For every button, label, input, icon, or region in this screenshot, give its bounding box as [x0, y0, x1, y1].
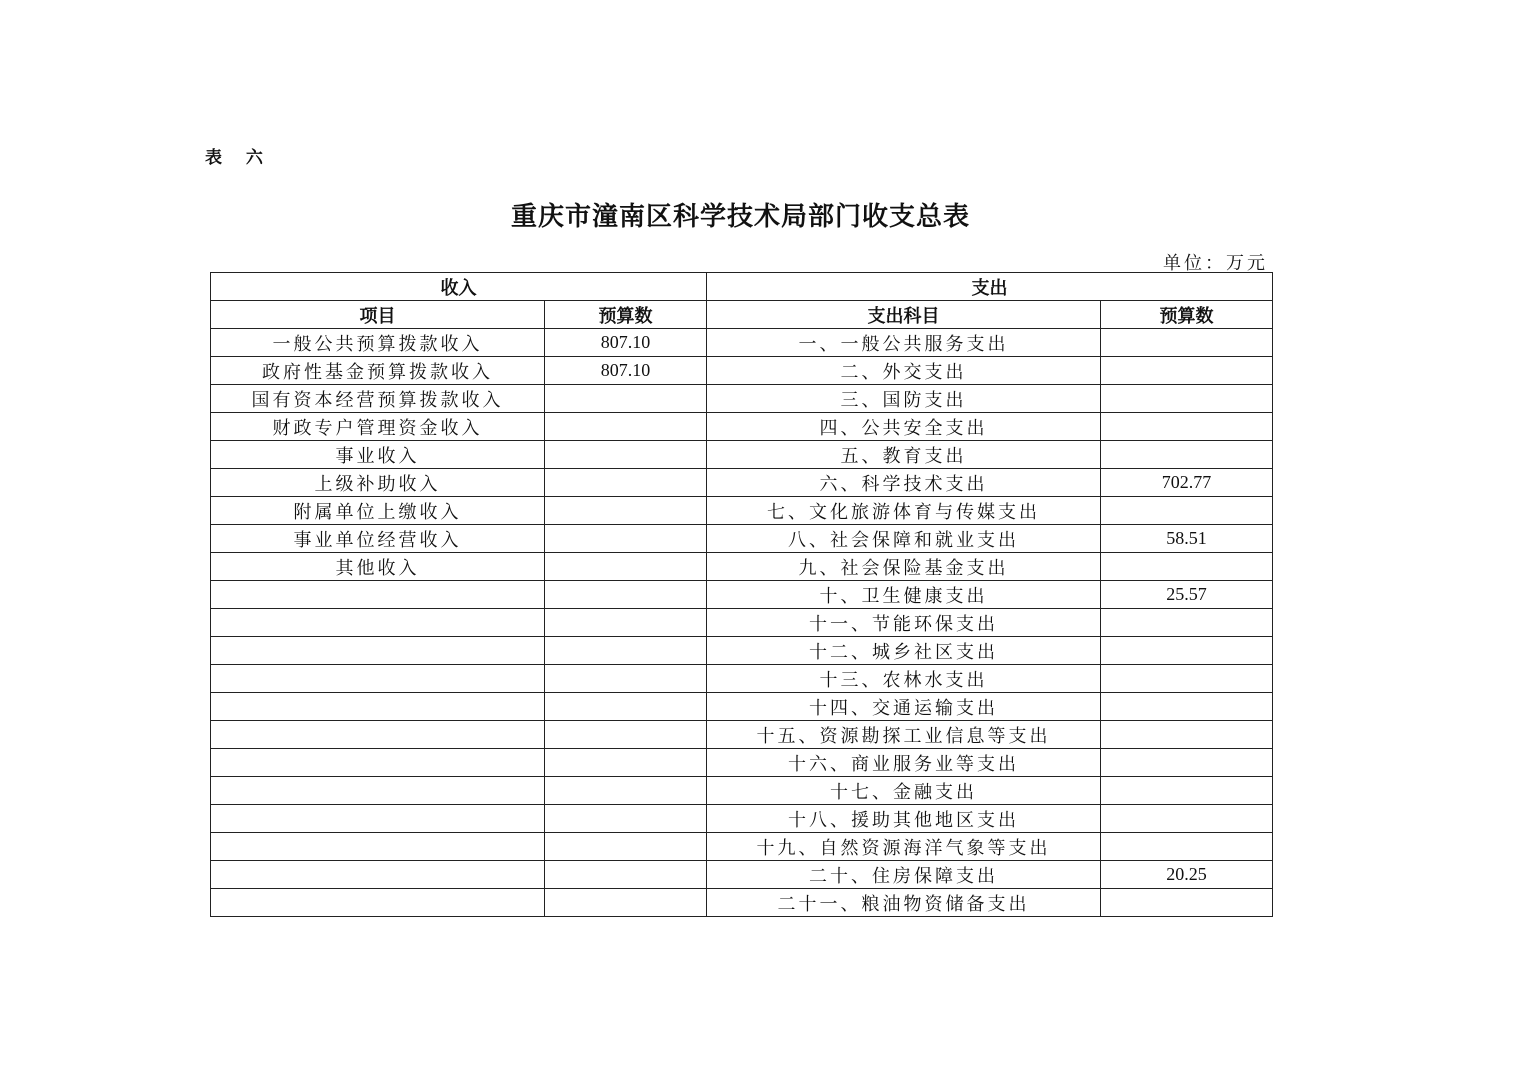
expense-budget-cell — [1101, 553, 1273, 581]
expense-item-cell: 二、外交支出 — [707, 357, 1101, 385]
expense-budget-header: 预算数 — [1101, 301, 1273, 329]
income-budget-cell — [545, 861, 707, 889]
expense-budget-cell — [1101, 805, 1273, 833]
income-item-cell — [211, 777, 545, 805]
income-item-header: 项目 — [211, 301, 545, 329]
table-row — [211, 469, 1273, 497]
expense-item-cell: 十七、金融支出 — [707, 777, 1101, 805]
expense-item-cell: 十九、自然资源海洋气象等支出 — [707, 833, 1101, 861]
income-item-cell — [211, 749, 545, 777]
income-item-cell — [211, 721, 545, 749]
table-column-header-row — [211, 301, 1273, 329]
expense-item-cell: 九、社会保险基金支出 — [707, 553, 1101, 581]
table-row — [211, 665, 1273, 693]
income-budget-cell — [545, 497, 707, 525]
income-budget-cell — [545, 693, 707, 721]
expense-item-cell: 二十一、粮油物资储备支出 — [707, 889, 1101, 917]
expense-item-cell: 六、科学技术支出 — [707, 469, 1101, 497]
expense-item-cell: 十、卫生健康支出 — [707, 581, 1101, 609]
expense-item-cell: 十四、交通运输支出 — [707, 693, 1101, 721]
expense-budget-cell — [1101, 833, 1273, 861]
income-budget-cell: 807.10 — [545, 357, 707, 385]
table-row — [211, 889, 1273, 917]
income-budget-cell — [545, 805, 707, 833]
income-item-cell: 其他收入 — [211, 553, 545, 581]
table-row — [211, 441, 1273, 469]
expense-budget-cell: 58.51 — [1101, 525, 1273, 553]
income-item-cell — [211, 805, 545, 833]
table-row — [211, 693, 1273, 721]
income-budget-cell — [545, 525, 707, 553]
income-item-cell: 附属单位上缴收入 — [211, 497, 545, 525]
income-item-cell: 国有资本经营预算拨款收入 — [211, 385, 545, 413]
expense-item-cell: 十六、商业服务业等支出 — [707, 749, 1101, 777]
expense-item-cell: 十五、资源勘探工业信息等支出 — [707, 721, 1101, 749]
income-budget-cell — [545, 553, 707, 581]
income-item-cell: 事业单位经营收入 — [211, 525, 545, 553]
expense-item-cell: 四、公共安全支出 — [707, 413, 1101, 441]
income-budget-cell — [545, 749, 707, 777]
income-item-cell — [211, 889, 545, 917]
expense-budget-cell — [1101, 777, 1273, 805]
expense-budget-cell — [1101, 665, 1273, 693]
income-budget-cell — [545, 777, 707, 805]
income-item-cell: 财政专户管理资金收入 — [211, 413, 545, 441]
table-row — [211, 413, 1273, 441]
expense-item-cell: 二十、住房保障支出 — [707, 861, 1101, 889]
expense-item-cell: 十一、节能环保支出 — [707, 609, 1101, 637]
expense-budget-cell — [1101, 329, 1273, 357]
table-row — [211, 385, 1273, 413]
table-body — [211, 329, 1273, 917]
table-row — [211, 833, 1273, 861]
table-row — [211, 357, 1273, 385]
expense-budget-cell — [1101, 637, 1273, 665]
expense-budget-cell — [1101, 749, 1273, 777]
income-budget-cell — [545, 637, 707, 665]
income-budget-cell — [545, 441, 707, 469]
expense-budget-cell: 20.25 — [1101, 861, 1273, 889]
page-title: 重庆市潼南区科学技术局部门收支总表 — [510, 202, 970, 232]
budget-summary-table — [210, 272, 1273, 917]
income-budget-cell — [545, 469, 707, 497]
table-number-label: 表 六 — [205, 148, 272, 168]
income-budget-cell — [545, 385, 707, 413]
expense-budget-cell — [1101, 413, 1273, 441]
expense-budget-cell — [1101, 357, 1273, 385]
expense-item-cell: 五、教育支出 — [707, 441, 1101, 469]
table-row — [211, 329, 1273, 357]
income-item-cell — [211, 861, 545, 889]
expense-budget-cell — [1101, 497, 1273, 525]
expense-item-cell: 七、文化旅游体育与传媒支出 — [707, 497, 1101, 525]
expense-item-header: 支出科目 — [707, 301, 1101, 329]
expense-budget-cell: 702.77 — [1101, 469, 1273, 497]
table-row — [211, 497, 1273, 525]
table-row — [211, 581, 1273, 609]
table-row — [211, 637, 1273, 665]
expense-item-cell: 三、国防支出 — [707, 385, 1101, 413]
expense-budget-cell — [1101, 385, 1273, 413]
income-item-cell — [211, 693, 545, 721]
income-budget-cell — [545, 665, 707, 693]
income-group-header: 收入 — [211, 273, 707, 301]
table-row — [211, 609, 1273, 637]
income-item-cell — [211, 665, 545, 693]
expense-budget-cell — [1101, 441, 1273, 469]
expense-group-header: 支出 — [707, 273, 1273, 301]
table-row — [211, 749, 1273, 777]
expense-item-cell: 十三、农林水支出 — [707, 665, 1101, 693]
income-item-cell — [211, 609, 545, 637]
income-budget-header: 预算数 — [545, 301, 707, 329]
expense-budget-cell: 25.57 — [1101, 581, 1273, 609]
income-item-cell: 一般公共预算拨款收入 — [211, 329, 545, 357]
expense-item-cell: 十二、城乡社区支出 — [707, 637, 1101, 665]
income-item-cell — [211, 637, 545, 665]
income-budget-cell: 807.10 — [545, 329, 707, 357]
table-group-header-row — [211, 273, 1273, 301]
table-row — [211, 525, 1273, 553]
expense-item-cell: 十八、援助其他地区支出 — [707, 805, 1101, 833]
income-item-cell: 事业收入 — [211, 441, 545, 469]
income-item-cell — [211, 581, 545, 609]
income-budget-cell — [545, 721, 707, 749]
table-row — [211, 861, 1273, 889]
table-row — [211, 777, 1273, 805]
expense-budget-cell — [1101, 693, 1273, 721]
income-budget-cell — [545, 413, 707, 441]
expense-item-cell: 八、社会保障和就业支出 — [707, 525, 1101, 553]
table-row — [211, 553, 1273, 581]
income-item-cell: 政府性基金预算拨款收入 — [211, 357, 545, 385]
expense-item-cell: 一、一般公共服务支出 — [707, 329, 1101, 357]
income-item-cell — [211, 833, 545, 861]
income-budget-cell — [545, 609, 707, 637]
income-budget-cell — [545, 889, 707, 917]
table-row — [211, 805, 1273, 833]
expense-budget-cell — [1101, 889, 1273, 917]
income-item-cell: 上级补助收入 — [211, 469, 545, 497]
table-row — [211, 721, 1273, 749]
income-budget-cell — [545, 581, 707, 609]
expense-budget-cell — [1101, 609, 1273, 637]
expense-budget-cell — [1101, 721, 1273, 749]
unit-label: 单位：万元 — [1163, 253, 1268, 274]
income-budget-cell — [545, 833, 707, 861]
